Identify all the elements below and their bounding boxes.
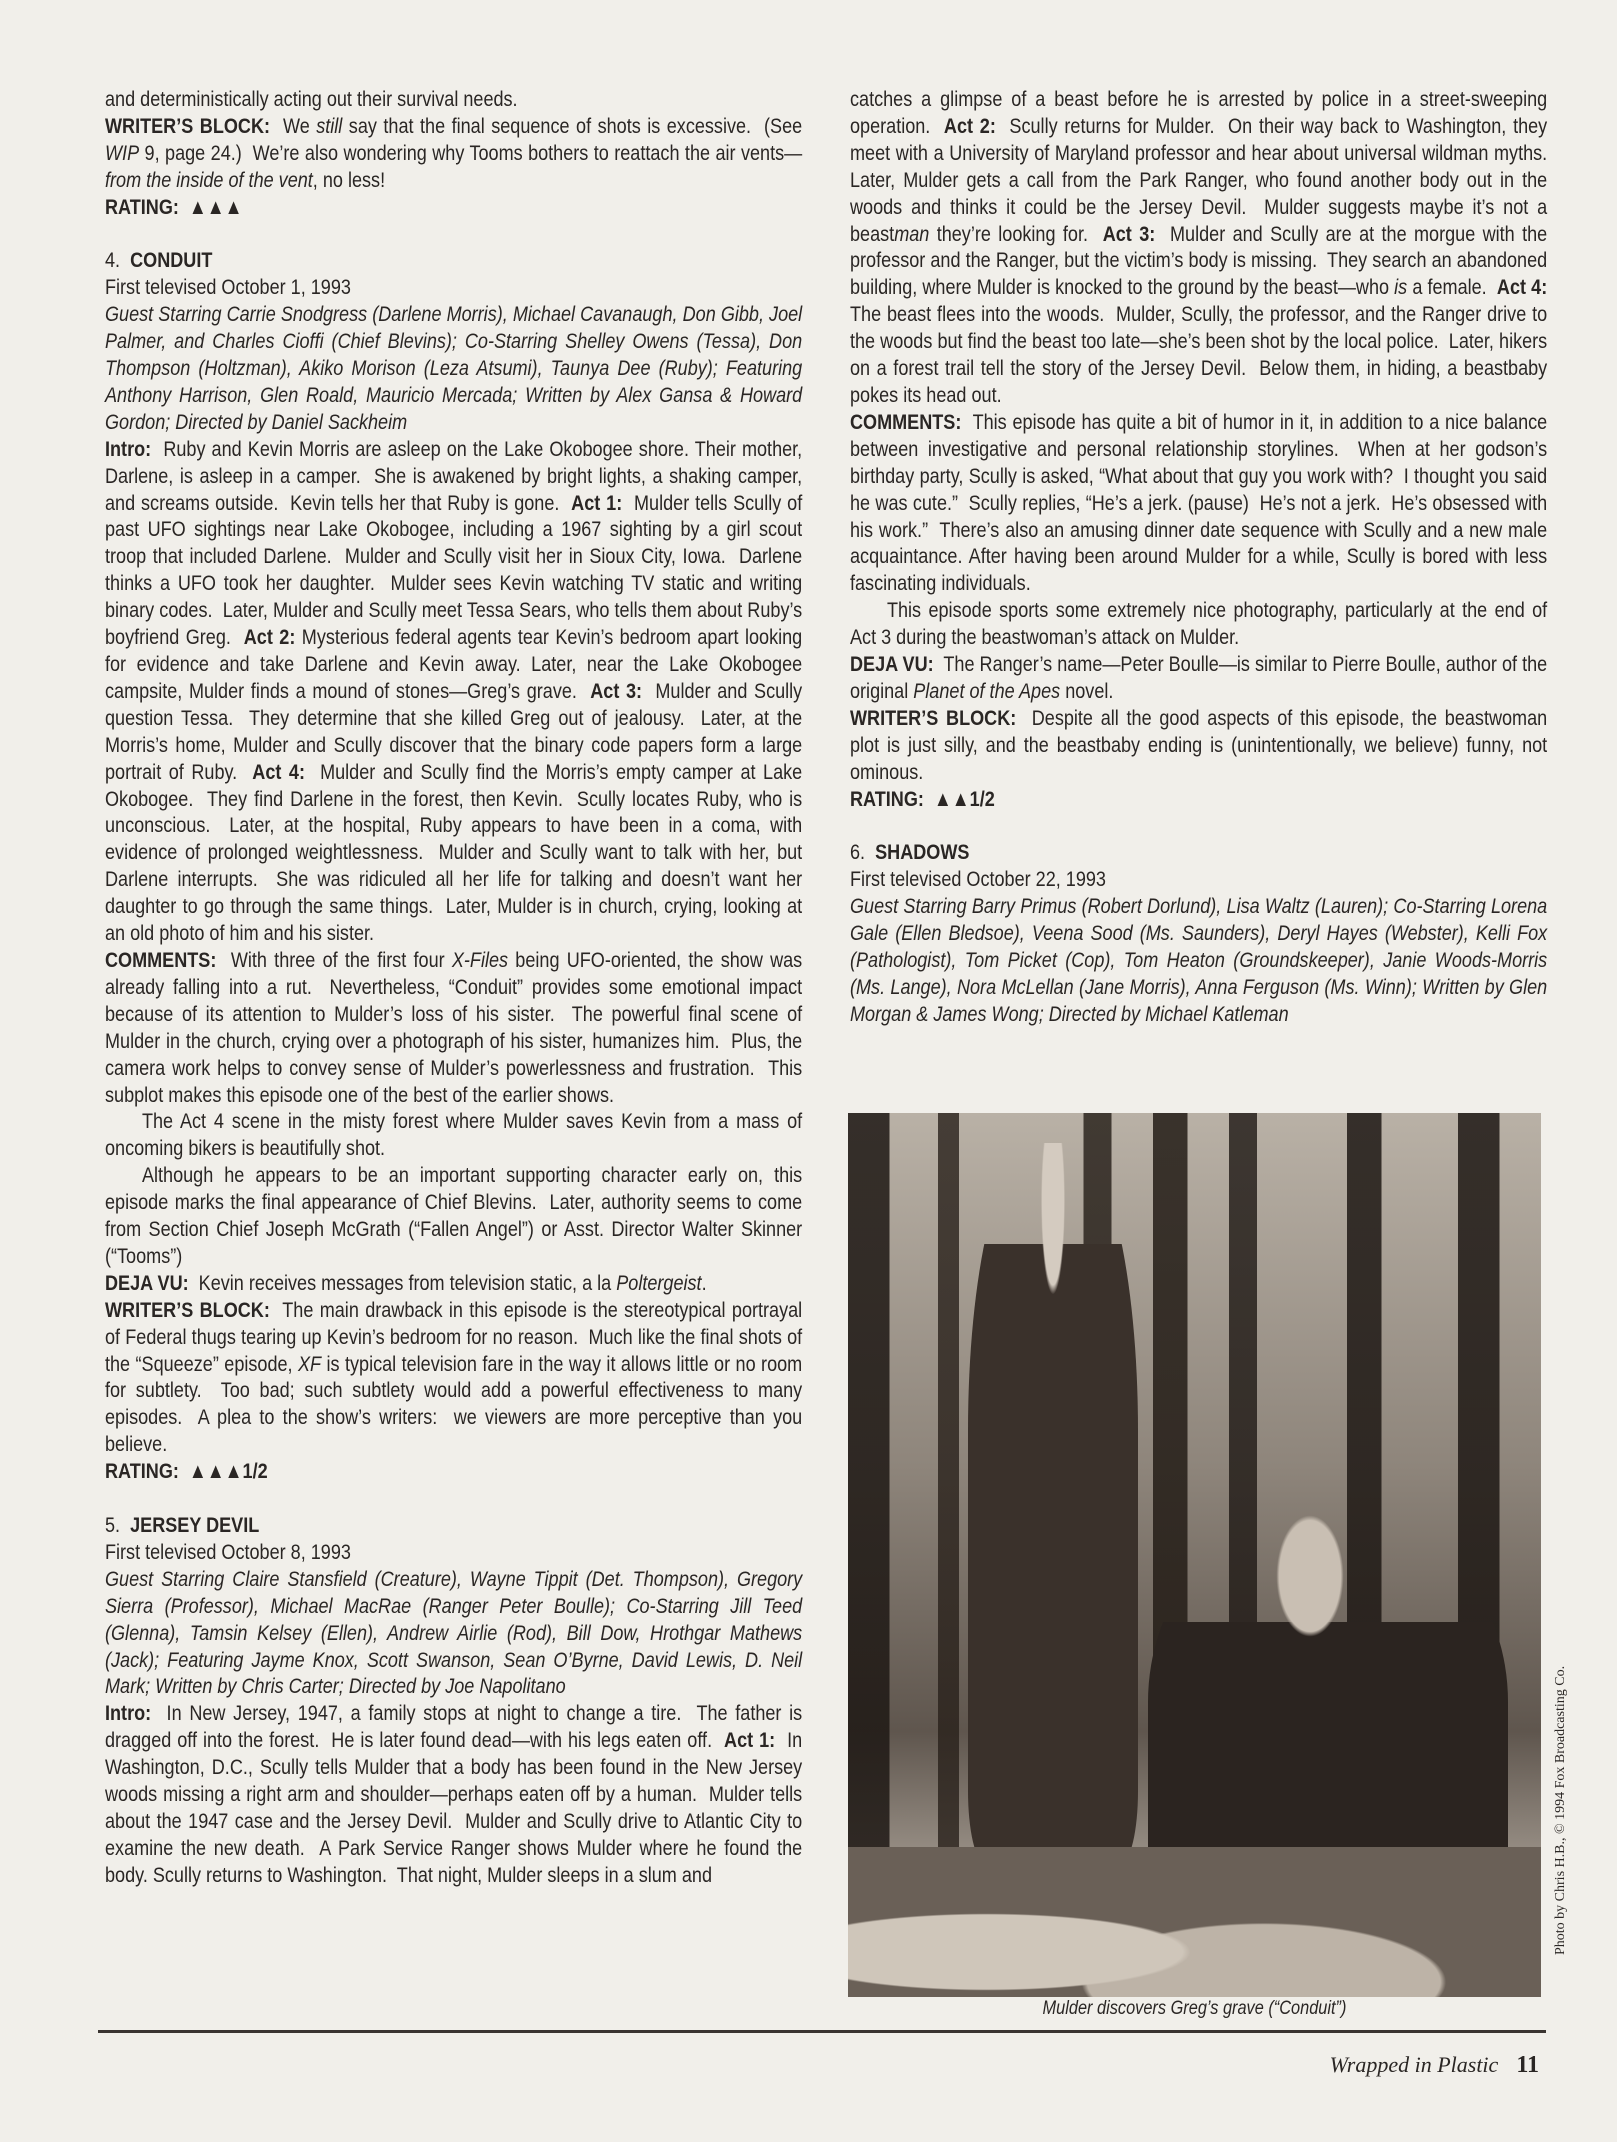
italic-text: XF bbox=[298, 1351, 322, 1376]
bold-text: SHADOWS bbox=[875, 840, 970, 865]
paragraph bbox=[105, 274, 802, 301]
italic-text: Poltergeist bbox=[616, 1270, 702, 1295]
bold-text: RATING: ▲▲1/2 bbox=[850, 786, 995, 811]
photo-caption: Mulder discovers Greg’s grave (“Conduit”) bbox=[1042, 1998, 1347, 2019]
bold-text: WRITER’S BLOCK: bbox=[105, 1297, 270, 1322]
paragraph bbox=[850, 86, 1558, 409]
text: Kevin receives messages from television static, a la bbox=[188, 1270, 617, 1295]
text: First televised October 8, 1993 bbox=[105, 1539, 351, 1564]
section-gap bbox=[105, 1485, 802, 1512]
bold-text: WRITER’S BLOCK: bbox=[105, 113, 271, 138]
section-gap bbox=[850, 812, 1547, 839]
bold-text: DEJA VU: bbox=[850, 652, 934, 677]
text: Mulder and Scully find the Morris’s empty camper at Lake Okobogee. They find Darlene in the forest, then Kevin. Scully locates Ruby, who is unconscious. Later, at the hospital, Ruby appears to have been in a coma, with evidence of prolonged weightlessness. Mulder and Scully want to talk with her, but Darlene interrupts. She was ridiculed all her life for talking and doesn’t want her daughter to go through the same things. Later, Mulder is in church, crying, looking at an old photo of him and his sister. bbox=[105, 759, 808, 946]
episode-photo bbox=[848, 1113, 1541, 1997]
right-column bbox=[850, 86, 1558, 1028]
bold-text: Act 3: bbox=[590, 678, 643, 703]
text: First televised October 1, 1993 bbox=[105, 275, 351, 300]
page-footer bbox=[1330, 2052, 1539, 2079]
text: Mulder and Scully are at the morgue with the professor and the Ranger, but the victim’s body is missing. They search an abandoned building, where Mulder is knocked to the ground by the beast—who bbox=[850, 221, 1553, 300]
magazine-name: Wrapped in Plastic bbox=[1329, 2052, 1499, 2077]
paragraph bbox=[105, 1270, 802, 1297]
paragraph bbox=[850, 409, 1553, 597]
text: Ruby and Kevin Morris are asleep on the Lake Okobogee shore. Their mother, Darlene, is asleep in a camper. She is awakened by bright lights, a shaking camper, and screams outside. Kevin tells her that Ruby is gone. bbox=[105, 436, 808, 515]
text: being UFO-oriented, the show was already falling into a rut. Nevertheless, “Conduit” provides some emotional impact because of its attention to Mulder’s loss of his sister. The powerful final scene of Mulder in the church, crying over a photograph of his sister, humanizes him. Plus, the camera work helps to convey sense of Mulder’s powerlessness and frustration. This subplot makes this episode one of the best of the earlier shows. bbox=[105, 947, 808, 1107]
paragraph bbox=[850, 786, 1547, 813]
paragraph bbox=[105, 1458, 802, 1485]
text: The main drawback in this episode is the stereotypical portrayal of Federal thugs tearing up Kevin’s bedroom for no reason. Much like the final shots of the “Squeeze” episode, bbox=[105, 1297, 808, 1376]
page-number: 11 bbox=[1516, 2052, 1539, 2078]
bold-text: JERSEY DEVIL bbox=[130, 1513, 260, 1537]
text: Scully returns for Mulder. On their way back to Washington, they meet with a University of Maryland professor and hear about universal wildman myths. Later, Mulder gets a call from the Park Ranger, who found another body out in the woods and thinks it could be the Jersey Devil. Mulder suggests maybe it’s not a beast bbox=[850, 113, 1558, 246]
paragraph bbox=[105, 1539, 802, 1566]
text: . bbox=[701, 1270, 707, 1295]
bold-text: WRITER’S BLOCK: bbox=[850, 705, 1017, 730]
bold-text: RATING: ▲▲▲ bbox=[105, 194, 243, 219]
italic-text: is bbox=[1394, 275, 1408, 300]
text: In Washington, D.C., Scully tells Mulder that a body has been found in the New Jersey woods missing a right arm and shoulder—perhaps eaten off by a human. Mulder tells about the 1947 case and the Jersey Devil. Mulder and Scully drive to Atlantic City to examine the new death. A Park Service Ranger shows Mulder where he found the body. Scully returns to Washington. That night, Mulder sleeps in a slum and bbox=[105, 1728, 808, 1887]
paragraph bbox=[850, 839, 1547, 866]
text: is typical television fare in the way it allows little or no room for subtlety. Too bad; such subtlety would add a powerful effectiveness to many episodes. A plea to the show’s writers: we viewers are more perceptive than you believe. bbox=[105, 1351, 808, 1457]
section-gap bbox=[105, 221, 802, 248]
footer-rule bbox=[98, 2030, 1546, 2033]
bold-text: Intro: bbox=[105, 1701, 152, 1726]
text: catches a glimpse of a beast before he is arrested by police in a street-sweeping operation. bbox=[850, 87, 1553, 138]
italic-text: from the inside of the vent bbox=[105, 167, 313, 192]
text: they’re looking for. bbox=[929, 221, 1103, 246]
bold-text: COMMENTS: bbox=[850, 409, 962, 434]
bold-text: CONDUIT bbox=[130, 248, 213, 273]
text: We bbox=[270, 113, 317, 138]
paragraph bbox=[105, 1566, 808, 1701]
paragraph bbox=[105, 86, 802, 113]
bold-text: Act 2: bbox=[943, 113, 996, 138]
paragraph bbox=[850, 651, 1553, 705]
italic-text: man bbox=[894, 221, 930, 246]
bold-text: Act 1: bbox=[724, 1728, 776, 1753]
italic-text: Guest Starring Barry Primus (Robert Dorlund), Lisa Waltz (Lauren); Co-Starring Lorena Gale (Ellen Bledsoe), Veena Sood (Ms. Saunders), Deryl Hayes (Webster), Kelli Fox (Pathologist), Tom Picket (Cop), Tom Heaton (Groundskeeper), Janie Woods-Morris (Ms. Lange), Nora McLellan (Jane Morris), Anna Ferguson (Ms. Winn); Written by Glen Morgan & James Wong; Directed by Michael Katleman bbox=[850, 894, 1553, 1026]
bold-text: DEJA VU: bbox=[105, 1270, 189, 1295]
text: 4. bbox=[105, 248, 131, 273]
paragraph bbox=[105, 1700, 808, 1888]
text: The Ranger’s name—Peter Boulle—is similar to Pierre Boulle, author of the original bbox=[850, 652, 1553, 703]
text: This episode has quite a bit of humor in it, in addition to a nice balance between investigative and personal relationship storylines. When at her godson’s birthday party, Scully is asked, “What about that guy you work with? I thought you said he was cute.” Scully replies, “He’s a jerk. (pause) He’s not a jerk. He’s obsessed with his work.” There’s also an amusing dinner date sequence with Scully and a new male acquaintance. After having been around Mulder for a while, Scully is bored with less fascinating individuals. bbox=[850, 409, 1553, 596]
paragraph bbox=[105, 1512, 802, 1539]
paragraph bbox=[105, 194, 802, 221]
text: Although he appears to be an important supporting character early on, this episode marks the final appearance of Chief Blevins. Later, authority seems to come from Section Chief Joseph McGrath (“Fallen Angel”) or Asst. Director Walter Skinner (“Tooms”) bbox=[105, 1163, 808, 1268]
bold-text: Act 4: bbox=[252, 759, 305, 784]
bold-text: Act 2: bbox=[243, 625, 296, 650]
paragraph bbox=[105, 1108, 808, 1162]
text: The Act 4 scene in the misty forest where Mulder saves Kevin from a mass of oncoming bikers is beautifully shot. bbox=[105, 1109, 808, 1161]
text: Despite all the good aspects of this episode, the beastwoman plot is just silly, and the beastbaby ending is (unintentionally, we believe) funny, not ominous. bbox=[850, 705, 1553, 784]
text: First televised October 22, 1993 bbox=[850, 867, 1106, 892]
text: say that the final sequence of shots is excessive. (See bbox=[342, 113, 808, 138]
text: Mulder and Scully question Tessa. They determine that she killed Greg out of jealousy. Later, at the Morris’s home, Mulder and Scully discover that the binary code papers form a large portrait of Ruby. bbox=[105, 678, 808, 784]
text: 9, page 24.) We’re also wondering why Tooms bothers to reattach the air vents— bbox=[139, 140, 803, 165]
left-column bbox=[105, 86, 808, 1889]
paragraph bbox=[105, 113, 808, 194]
text: 5. bbox=[105, 1513, 131, 1537]
paragraph bbox=[850, 893, 1553, 1028]
paragraph bbox=[850, 866, 1547, 893]
text: novel. bbox=[1060, 678, 1114, 703]
italic-text: Guest Starring Claire Stansfield (Creature), Wayne Tippit (Det. Thompson), Gregory Sierra (Professor), Michael MacRae (Ranger Peter Boulle); Co-Starring Jill Teed (Glenna), Tamsin Kelsey (Ellen), Andrew Airlie (Rod), Bill Dow, Hrothgar Mathews (Jack); Featuring Jayme Knox, Scott Swanson, Sean O’Byrne, David Lewis, D. Neil Mark; Written by Chris Carter; Directed by Joe Napolitano bbox=[105, 1566, 808, 1699]
text: and deterministically acting out their survival needs. bbox=[105, 87, 518, 111]
text: This episode sports some extremely nice photography, particularly at the end of Act 3 during the beastwoman’s attack on Mulder. bbox=[850, 598, 1552, 650]
photo-stones bbox=[848, 1847, 1541, 1997]
paragraph bbox=[105, 1162, 808, 1270]
italic-text: still bbox=[316, 113, 343, 138]
photo-credit: Photo by Chris H.B., © 1994 Fox Broadcasting Co. bbox=[1553, 1665, 1568, 1955]
text: a female. bbox=[1407, 275, 1497, 300]
italic-text: Planet of the Apes bbox=[913, 678, 1061, 703]
photo-figure-scully bbox=[968, 1143, 1138, 1863]
paragraph bbox=[105, 301, 808, 436]
paragraph bbox=[105, 947, 808, 1108]
italic-text: Guest Starring Carrie Snodgress (Darlene Morris), Michael Cavanaugh, Don Gibb, Joel Palmer, and Charles Cioffi (Chief Blevins); Co-Starring Shelley Owens (Tessa), Don Thompson (Holtzman), Akiko Morison (Leza Atsumi), Taunya Dee (Ruby); Featuring Anthony Harrison, Glen Roald, Mauricio Mercada; Written by Alex Gansa & Howard Gordon; Directed by Daniel Sackheim bbox=[105, 302, 808, 434]
bold-text: Act 3: bbox=[1102, 221, 1156, 246]
italic-text: X-Files bbox=[451, 947, 509, 972]
text: In New Jersey, 1947, a family stops at night to change a tire. The father is dragged off into the forest. He is later found dead—with his legs eaten off. bbox=[105, 1701, 808, 1753]
text: Mulder tells Scully of past UFO sightings near Lake Okobogee, including a 1967 sighting by a girl scout troop that included Darlene. Mulder and Scully visit her in Sioux City, Iowa. Darlene thinks a UFO took her daughter. Mulder sees Kevin watching TV static and writing binary codes. Later, Mulder and Scully meet Tessa Sears, who tells them about Ruby’s boyfriend Greg. bbox=[105, 490, 808, 650]
bold-text: Intro: bbox=[105, 436, 152, 461]
bold-text: Act 4: bbox=[1496, 275, 1548, 300]
text: , no less! bbox=[312, 167, 386, 192]
paragraph bbox=[105, 436, 808, 947]
italic-text: WIP bbox=[105, 140, 140, 165]
bold-text: COMMENTS: bbox=[105, 947, 217, 972]
text: Mysterious federal agents tear Kevin’s bedroom apart looking for evidence and take Darlene and Kevin away. Later, near the Lake Okobogee campsite, Mulder finds a mound of stones—Greg’s grave. bbox=[105, 625, 808, 703]
bold-text: RATING: ▲▲▲1/2 bbox=[105, 1459, 268, 1484]
paragraph bbox=[850, 705, 1553, 786]
text: With three of the first four bbox=[216, 947, 452, 972]
text: 6. bbox=[850, 840, 876, 865]
bold-text: Act 1: bbox=[571, 490, 623, 515]
paragraph bbox=[105, 247, 802, 274]
paragraph bbox=[850, 597, 1552, 651]
paragraph bbox=[105, 1297, 808, 1458]
text: The beast flees into the woods. Mulder, Scully, the professor, and the Ranger drive to the woods but find the beast too late—she’s been shot by the local police. Later, hikers on a forest trail tell the story of the Jersey Devil. Below them, in hiding, a beastbaby pokes its head out. bbox=[850, 275, 1558, 407]
